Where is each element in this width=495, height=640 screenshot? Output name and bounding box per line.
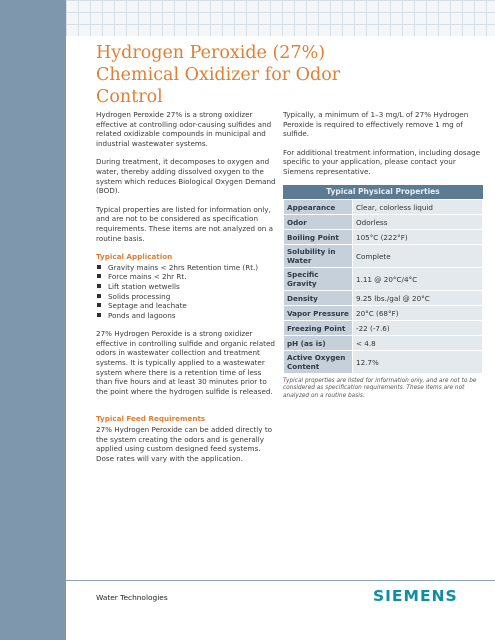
list-item: Ponds and lagoons — [96, 311, 276, 321]
header-grid-pattern — [66, 0, 495, 36]
bullet-square-icon — [97, 294, 101, 298]
application-heading: Typical Application — [96, 252, 173, 262]
properties-disclaimer-paragraph: Typical properties are listed for information only, and are not to be considered as specification requirements. These items are not analyzed on a routine basis. — [96, 204, 274, 243]
properties-table-box — [283, 185, 483, 400]
table-row: pH (as is) < 4.8 — [284, 336, 483, 351]
table-row: Specific Gravity 1.11 @ 20°C/4°C — [284, 268, 483, 291]
bullet-square-icon — [97, 284, 101, 288]
table-row: Boiling Point 105°C (222°F) — [284, 230, 483, 245]
list-item: Septage and leachate — [96, 301, 276, 311]
list-item: Gravity mains < 2hrs Retention time (Rt.) — [96, 263, 276, 273]
table-row: Vapor Pressure 20°C (68°F) — [284, 306, 483, 321]
table-row: Odor Odorless — [284, 215, 483, 230]
table-row: Appearance Clear, colorless liquid — [284, 200, 483, 215]
table-footnote: Typical properties are listed for information only, and are not to be considered as specification requirements. These items are not analyzed on a routine basis. — [283, 378, 477, 399]
feed-heading: Typical Feed Requirements — [96, 414, 206, 424]
table-heading: Typical Physical Properties — [283, 185, 483, 199]
left-column — [96, 110, 276, 472]
footer-division-label: Water Technologies — [96, 593, 168, 602]
decomposition-paragraph: During treatment, it decomposes to oxygen and water, thereby adding dissolved oxygen to the system which reduces Biological Oxygen Demand (BOD). — [96, 157, 276, 196]
left-sidebar-bar — [0, 0, 66, 640]
properties-table — [283, 199, 483, 374]
bullet-square-icon — [97, 313, 101, 317]
page-title: Hydrogen Peroxide (27%) Chemical Oxidizer for Odor Control — [96, 43, 341, 107]
list-item: Lift station wetwells — [96, 282, 276, 292]
table-row: Solubility in Water Complete — [284, 245, 483, 268]
table-row: Density 9.25 lbs./gal @ 20°C — [284, 291, 483, 306]
bullet-square-icon — [97, 274, 101, 278]
right-column — [283, 110, 483, 186]
table-row: Freezing Point -22 (-7.6) — [284, 321, 483, 336]
bullet-square-icon — [97, 265, 101, 269]
dosage-paragraph: Typically, a minimum of 1–3 mg/L of 27% Hydrogen Peroxide is required to effectively remove 1 mg of sulfide. — [283, 110, 469, 139]
bullet-square-icon — [97, 303, 101, 307]
footer-divider — [66, 580, 495, 581]
usage-paragraph: 27% Hydrogen Peroxide is a strong oxidizer effective in controlling sulfide and organic related odors in wastewater collection and treatment systems. It is typically applied to a wastewater system where there is a retention time of less than five hours and at least 30 minutes prior to the point where the hydrogen sulfide is released. — [96, 329, 275, 396]
list-item: Solids processing — [96, 292, 276, 302]
siemens-logo: SIEMENS — [373, 587, 458, 605]
list-item: Force mains < 2hr Rt. — [96, 272, 276, 282]
feed-paragraph: 27% Hydrogen Peroxide can be added directly to the system creating the odors and is generally applied using custom designed feed systems. Dose rates will vary with the application. — [96, 425, 273, 463]
contact-paragraph: For additional treatment information, including dosage specific to your application, please contact your Siemens representative. — [283, 147, 480, 176]
intro-paragraph: Hydrogen Peroxide 27% is a strong oxidizer effective at controlling odor-causing sulfides and related oxidizable compounds in municipal and industrial wastewater systems. — [96, 110, 272, 148]
application-list — [96, 263, 276, 321]
table-row: Active Oxygen Content 12.7% — [284, 351, 483, 374]
